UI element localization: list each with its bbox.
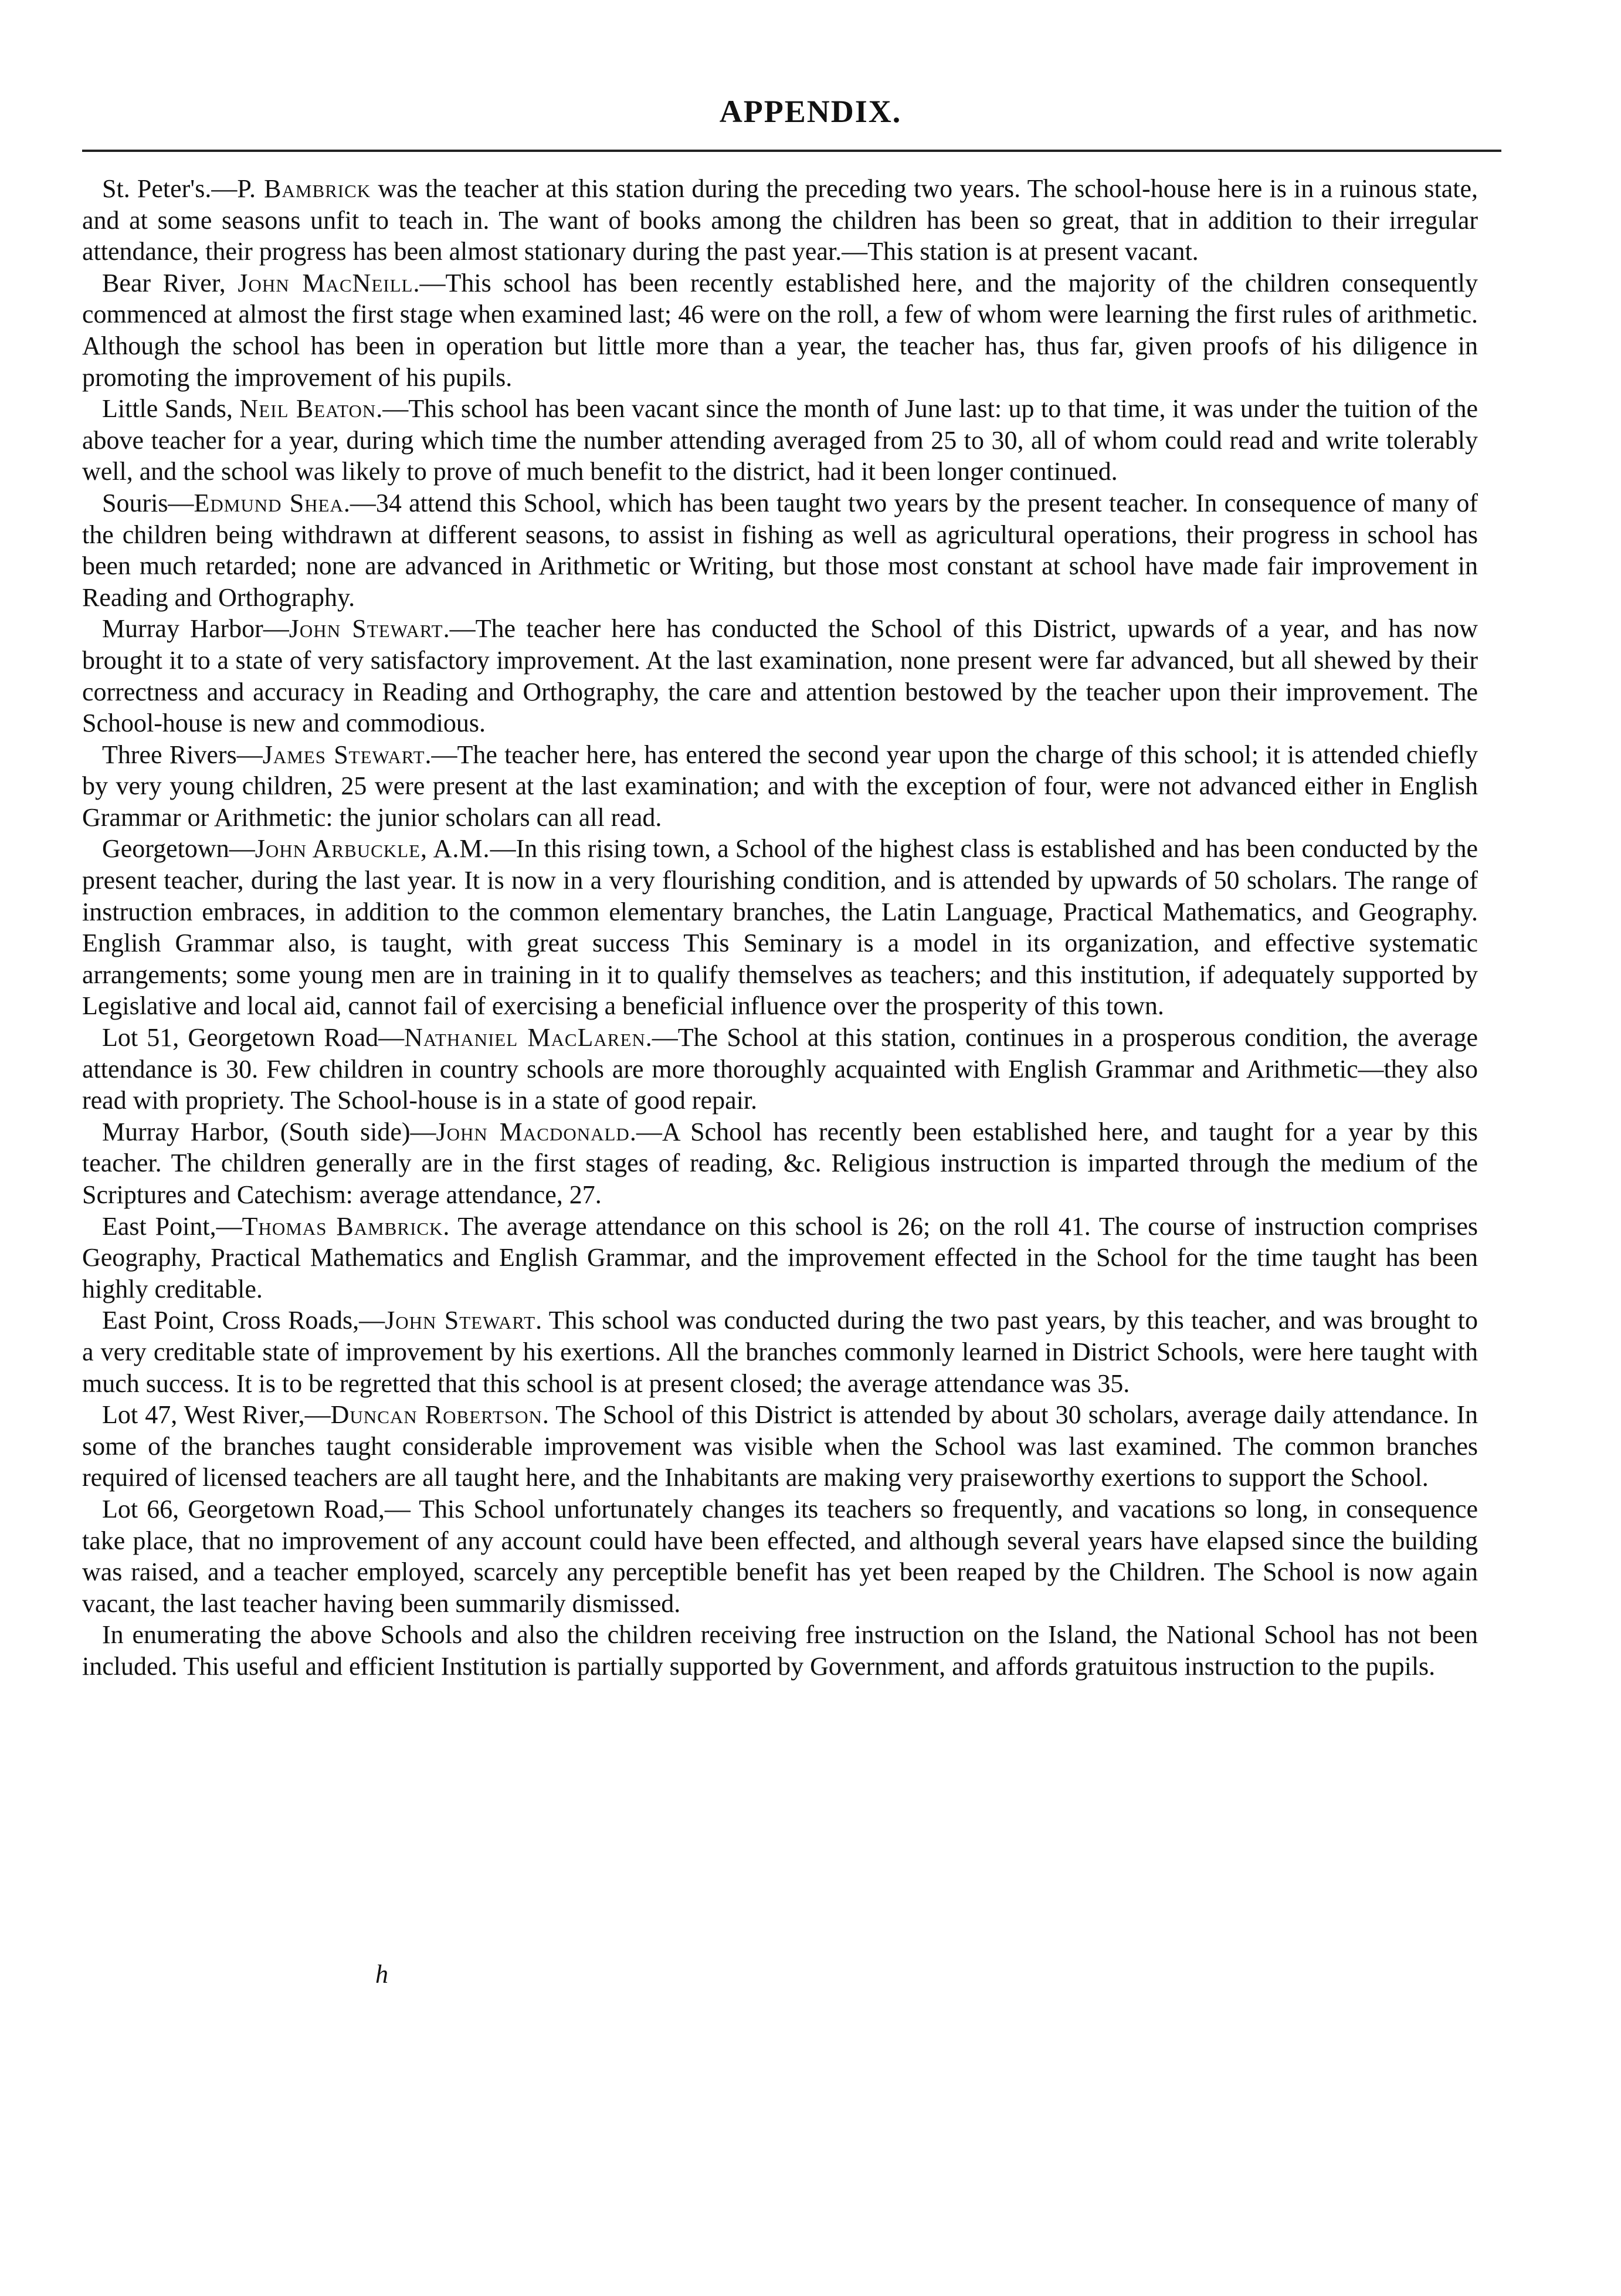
paragraph-lead: St. Peter's.— [102, 174, 238, 203]
paragraph-st-peters [82, 173, 1478, 267]
paragraph-text: .—The School at this station, continues in a prosperous condition, the average attendance is 30. Few children in country schools are more thoroughly acquainted with English Grammar and Arithmetic—they also read with propriety. The School-house is in a state of good repair. [82, 1023, 1478, 1115]
teacher-name: John Arbuckle, A.M. [255, 834, 490, 863]
teacher-name: John MacNeill [238, 268, 413, 297]
paragraph-text: .—This school has been vacant since the month of June last: up to that time, it was under the tuition of the above teacher for a year, during which time the number attending averaged from 25 to 30, all of whom could read and write tolerably well, and the school was likely to prove of much benefit to the district, had it been longer continued. [82, 394, 1478, 486]
paragraph-text: .—The teacher here, has entered the second year upon the charge of this school; it is attended chiefly by very young children, 25 were present at the last examination; and with the exception of four, were not advanced either in English Grammar or Arithmetic: the junior scholars can all read. [82, 740, 1478, 832]
teacher-name: Neil Beaton [239, 394, 377, 424]
paragraph-text: was the teacher at this station during the preceding two years. The school-house here is in a ruinous state, and at some seasons unfit to teach in. The want of books among the children has been so great, that in addition to their irregular attendance, their progress has been almost stationary during the past year.—This station is at present vacant. [82, 174, 1478, 266]
paragraph-east-point [82, 1211, 1478, 1305]
paragraph-lot-66 [82, 1494, 1478, 1619]
document-body [82, 173, 1478, 1682]
teacher-name: Thomas Bambrick [242, 1211, 443, 1241]
paragraph-souris [82, 487, 1478, 613]
paragraph-murray-harbor-south [82, 1116, 1478, 1211]
teacher-name: Duncan Robertson [330, 1400, 542, 1430]
paragraph-lead: Lot 51, Georgetown Road— [102, 1023, 405, 1052]
paragraph-murray-harbor [82, 613, 1478, 739]
teacher-name: John Stewart [385, 1306, 536, 1335]
paragraph-lot-51 [82, 1022, 1478, 1116]
paragraph-lead: Murray Harbor— [102, 614, 289, 644]
paragraph-little-sands [82, 393, 1478, 487]
paragraph-text: .—34 attend this School, which has been taught two years by the present teacher. In consequence of many of the children being withdrawn at different seasons, to assist in fishing as well as agricultural operations, their progress in school has been much retarded; none are advanced in Arithmetic or Writing, but those most constant at school have made fair improvement in Reading and Orthography. [82, 488, 1478, 612]
paragraph-text: In enumerating the above Schools and also the children receiving free instruction on the Island, the National School has not been included. This useful and efficient Institution is partially supported by Government, and affords gratuitous instruction to the pupils. [82, 1620, 1478, 1681]
paragraph-text: .—A School has recently been established here, and taught for a year by this teacher. The children generally are in the first stages of reading, &c. Religious instruction is imparted through the medium of the Scriptures and Catechism: average attendance, 27. [82, 1117, 1478, 1209]
paragraph-lead: East Point, Cross Roads,— [102, 1306, 385, 1335]
paragraph-lead: Lot 47, West River,— [102, 1400, 331, 1430]
teacher-name: P. Bambrick [237, 174, 371, 203]
paragraph-lead: Little Sands, [102, 394, 240, 424]
teacher-name: James Stewart [262, 740, 425, 769]
signature-mark: h [375, 1960, 388, 1989]
teacher-name: John Stewart [289, 614, 443, 644]
paragraph-three-rivers [82, 739, 1478, 834]
paragraph-georgetown [82, 833, 1478, 1022]
paragraph-east-point-cross-roads [82, 1305, 1478, 1399]
paragraph-text: . The average attendance on this school is 26; on the roll 41. The course of instruction comprises Geography, Practical Mathematics and English Grammar, and the improvement effected in the School for the time taught has been highly creditable. [82, 1211, 1478, 1303]
teacher-name: Nathaniel MacLaren [404, 1023, 646, 1052]
teacher-name: John Macdonald [436, 1117, 630, 1146]
paragraph-national-school [82, 1619, 1478, 1682]
paragraph-lead: Bear River, [102, 268, 238, 297]
paragraph-text: This School unfortunately changes its teachers so frequently, and vacations so long, in consequence take place, that no improvement of any account could have been effected, and although several years have elapsed since the building was raised, and a teacher employed, scarcely any perceptible benefit has yet been reaped by the Children. The School is now again vacant, the last teacher having been summarily dismissed. [82, 1494, 1478, 1618]
paragraph-text: .—The teacher here has conducted the School of this District, upwards of a year, and has now brought it to a state of very satisfactory improvement. At the last examination, none present were far advanced, but all shewed by their correctness and accuracy in Reading and Orthography, the care and attention bestowed by the teacher upon their improvement. The School-house is new and commodious. [82, 614, 1478, 738]
paragraph-lead: Lot 66, Georgetown Road,— [102, 1494, 411, 1523]
paragraph-lead: Georgetown— [102, 834, 255, 863]
paragraph-lead: Three Rivers— [102, 740, 263, 769]
teacher-name: Edmund Shea [194, 488, 344, 517]
paragraph-lead: East Point,— [102, 1211, 242, 1241]
paragraph-text: —In this rising town, a School of the highest class is established and has been conducted by the present teacher, during the last year. It is now in a very flourishing condition, and is attended by upwards of 50 scholars. The range of instruction embraces, in addition to the common elementary branches, the Latin Language, Practical Mathematics, and Geography. English Grammar also, is taught, with great success This Seminary is a model in its organization, and effective systematic arrangements; some young men are in training in it to qualify themselves as teachers; and this institution, if adequately supported by Legislative and local aid, cannot fail of exercising a beneficial influence over the prosperity of this town. [82, 834, 1478, 1021]
paragraph-text: . The School of this District is attended by about 30 scholars, average daily attendance. In some of the branches taught considerable improvement was visible when the School was last examined. The common branches required of licensed teachers are all taught here, and the Inhabitants are making very praiseworthy exertions to support the School. [82, 1400, 1478, 1492]
paragraph-text: .—This school has been recently established here, and the majority of the children consequently commenced at almost the first stage when examined last; 46 were on the roll, a few of whom were learning the first rules of arithmetic. Although the school has been in operation but little more than a year, the teacher has, thus far, given proofs of his diligence in promoting the improvement of his pupils. [82, 268, 1478, 392]
paragraph-lead: Murray Harbor, (South side)— [102, 1117, 436, 1146]
paragraph-bear-river [82, 267, 1478, 393]
paragraph-text: . This school was conducted during the two past years, by this teacher, and was brought to a very creditable state of improvement by his exertions. All the branches commonly learned in District Schools, were here taught with much success. It is to be regretted that this school is at present closed; the average attendance was 35. [82, 1306, 1478, 1398]
paragraph-lead: Souris— [102, 488, 194, 517]
header-rule [82, 150, 1501, 152]
page-title: APPENDIX. [719, 94, 902, 129]
paragraph-lot-47 [82, 1399, 1478, 1494]
